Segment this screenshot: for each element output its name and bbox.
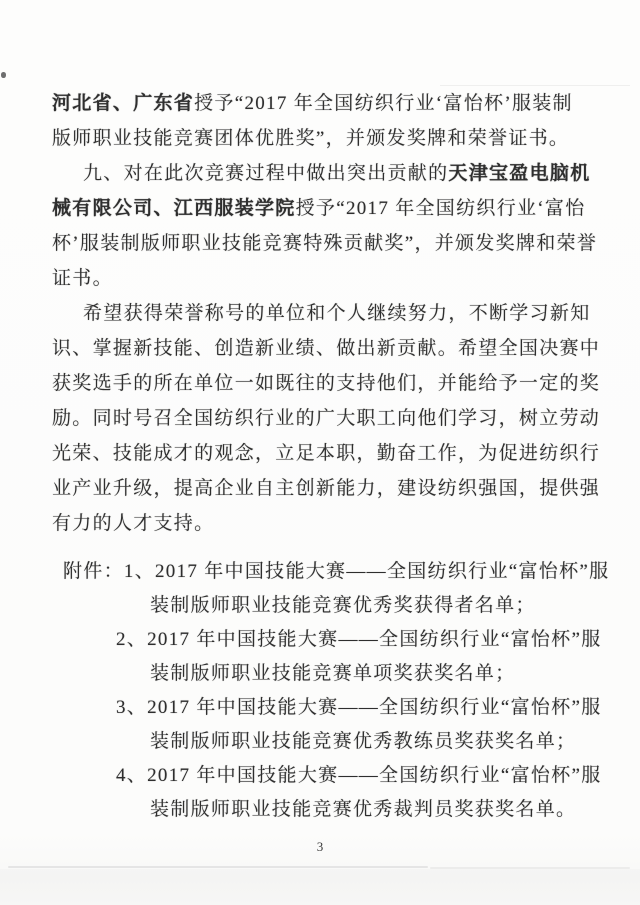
text-line [52,296,604,331]
text-line [52,261,604,296]
text-line [52,331,604,366]
text-line [52,156,604,191]
text-line [52,436,604,471]
text-run: 授予“2017 年全国纺织行业‘富怡杯’服装制 [194,93,573,114]
text-run: 附件：1、2017 年中国技能大赛——全国纺织行业“富怡杯”服 [63,561,610,582]
bold-text-run: 天津宝盈电脑机 [448,163,591,184]
text-line [52,366,604,401]
text-run: 有力的人才支持。 [52,513,215,534]
text-line [52,471,604,506]
text-line [52,401,604,436]
text-line [52,759,604,793]
attachment-section [52,555,610,827]
text-run: 证书。 [52,268,113,289]
text-line [52,657,604,691]
text-line [52,589,604,623]
scan-bottom-shade [0,869,640,905]
text-line [52,226,604,261]
body-paragraphs [52,86,604,541]
text-run: 获奖选手的所在单位一如既往的支持他们，并能给予一定的奖 [52,373,601,394]
text-line [52,691,604,725]
text-run: 装制版师职业技能竞赛优秀奖获得者名单； [150,595,536,616]
text-line [52,793,604,827]
text-run: 授予“2017 年全国纺织行业‘富怡 [295,198,586,219]
text-line [52,555,610,589]
text-line [52,121,604,156]
scan-speck [1,72,6,78]
bold-text-run: 河北省、广东省 [52,93,195,114]
text-run: 版师职业技能竞赛团体优胜奖”，并颁发奖牌和荣誉证书。 [52,128,570,149]
text-line [52,623,604,657]
text-run: 九、对在此次竞赛过程中做出突出贡献的 [83,163,449,184]
text-run: 装制版师职业技能竞赛单项奖获奖名单； [150,663,516,684]
bold-text-run: 械有限公司、江西服装学院 [52,198,296,219]
text-run: 杯’服装制版师职业技能竞赛特殊贡献奖”，并颁发奖牌和荣誉 [52,233,598,254]
text-run: 4、2017 年中国技能大赛——全国纺织行业“富怡杯”服 [116,765,602,786]
document-body [52,86,610,827]
scan-edge-line [8,866,428,868]
text-run: 业产业升级，提高企业自主创新能力，建设纺织强国，提供强 [52,478,601,499]
text-line [52,506,604,541]
text-line [52,86,604,121]
text-run: 希望获得荣誉称号的单位和个人继续努力，不断学习新知 [83,303,591,324]
text-run: 2、2017 年中国技能大赛——全国纺织行业“富怡杯”服 [116,629,602,650]
text-run: 3、2017 年中国技能大赛——全国纺织行业“富怡杯”服 [116,697,602,718]
text-run: 光荣、技能成才的观念，立足本职，勤奋工作，为促进纺织行 [52,443,601,464]
text-line [52,191,604,226]
text-line [52,725,604,759]
text-run: 装制版师职业技能竞赛优秀裁判员奖获奖名单。 [150,799,577,820]
text-run: 装制版师职业技能竞赛优秀教练员奖获奖名单； [150,731,577,752]
text-run: 励。同时号召全国纺织行业的广大职工向他们学习，树立劳动 [52,408,601,429]
page-number: 3 [316,839,324,854]
text-run: 识、掌握新技能、创造新业绩、做出新贡献。希望全国决赛中 [52,338,601,359]
